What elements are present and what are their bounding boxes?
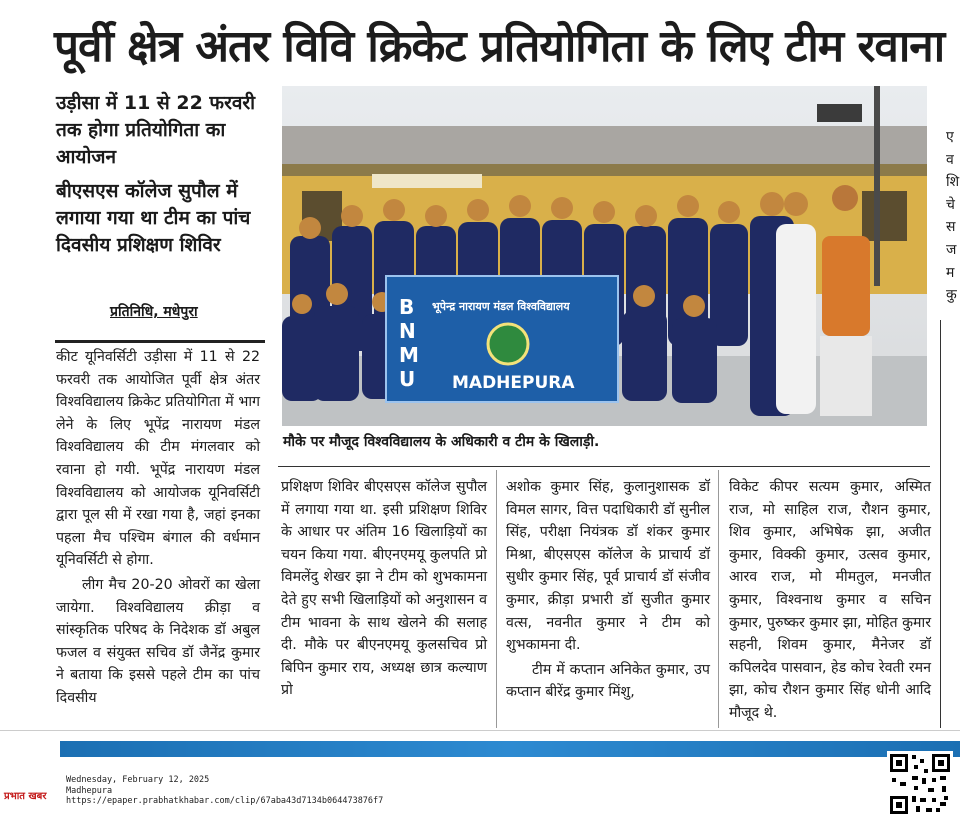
right-border: [940, 320, 941, 728]
cut-line: स: [946, 219, 956, 236]
section-rule: [278, 466, 930, 467]
team-photo: [282, 86, 927, 426]
banner-city: MADHEPURA: [452, 373, 575, 393]
headline: [0, 12, 960, 80]
banner-letter-b: B: [399, 295, 415, 319]
cut-line: शि: [946, 174, 960, 191]
article-column-3: [506, 476, 710, 704]
column-3-paragraph-2: टीम में कप्तान अनिकेत कुमार, उप कप्तान बीरेंद्र कुमार मिंशु,: [506, 661, 710, 701]
article-column-4: [729, 476, 931, 725]
clip-city: Madhepura: [66, 785, 113, 796]
cut-line: म: [946, 264, 955, 281]
photo-caption: मौके पर मौजूद विश्वविद्यालय के अधिकारी व टीम के खिलाड़ी.: [283, 434, 600, 450]
cut-line: ज: [946, 241, 957, 258]
prabhat-khabar-logo[interactable]: प्रभात खबर: [4, 791, 47, 802]
clip-url[interactable]: https://epaper.prabhatkhabar.com/clip/67aba43d7134b064473876f7: [66, 796, 384, 806]
cut-line: कु: [946, 287, 957, 304]
column-4-paragraph: विकेट कीपर सत्यम कुमार, अस्मित राज, मो साहिल राज, रौशन कुमार, शिव कुमार, अभिषेक झा, अजीत कुमार, विक्की कुमार, उत्सव कुमार, आरव राज, मो मीमतुल, मनजीत कुमार, विश्वनाथ कुमार व सचिन कुमार, पुरुष्कर कुमार झा, मोहित कुमार सहनी, शिवम कुमार, मैनेजर डॉ कपिलदेव पासवान, हेड कोच रेवती रमन झा, कोच रौशन कुमार सिंह धोनी आदि मौजूद थे.: [729, 479, 931, 721]
column-rule-2: [496, 470, 497, 728]
blue-strip: [60, 741, 960, 757]
bottom-rule: [0, 730, 960, 731]
banner-letter-n: N: [399, 319, 416, 343]
banner-letter-m: M: [399, 343, 419, 367]
column-divider-bar: [55, 340, 265, 343]
subhead-2: बीएसएस कॉलेज सुपौल में लगाया गया था टीम का पांच दिवसीय प्रशिक्षण शिविर: [56, 180, 251, 256]
university-seal-icon: [488, 324, 528, 364]
cut-line: व: [946, 151, 954, 168]
cut-line: ए: [946, 129, 954, 145]
cut-line: चे: [946, 196, 955, 213]
subhead-1: उड़ीसा में 11 से 22 फरवरी तक होगा प्रतियोगिता का आयोजन: [56, 92, 256, 168]
column-rule-3: [718, 470, 719, 728]
column-1-paragraph-2: लीग मैच 20-20 ओवरों का खेला जायेगा. विश्वविद्यालय क्रीड़ा व सांस्कृतिक परिषद के निदेशक डॉ अबुल फजल व संयुक्त सचिव डॉ जैनेंद्र कुमार ने बताया कि इससे पहले टीम का पांच दिवसीय: [56, 576, 260, 706]
column-3-paragraph-1: अशोक कुमार सिंह, कुलानुशासक डॉ विमल सागर, वित्त पदाधिकारी डॉ सुनील सिंह, परीक्षा नियंत्रक डॉ शंकर कुमार मिश्रा, बीएसएस कॉलेज के प्राचार्य डॉ सुधीर कुमार सिंह, पूर्व प्राचार्य डॉ संजीव कुमार, क्रीड़ा प्रभारी डॉ सुजीत कुमार वत्स, नवनीत कुमार ने टीम को शुभकामना दी.: [506, 479, 710, 654]
article-column-1: [56, 346, 260, 710]
clip-date: Wednesday, February 12, 2025: [66, 775, 210, 785]
adjacent-article-cut: [946, 126, 960, 307]
qr-code-icon[interactable]: [887, 751, 953, 817]
column-2-paragraph: प्रशिक्षण शिविर बीएसएस कॉलेज सुपौल में लगाया गया था. इसी प्रशिक्षण शिविर के आधार पर अंतिम 16 खिलाड़ियों का चयन किया गया. बीएनएमयू कुलपति प्रो विमलेंदु शेखर झा ने टीम को शुभकामना देते हुए सभी खिलाड़ियों को अनुशासन व टीम भावना के साथ खेलने की सलाह दी. मौके पर बीएनएमयू कुलसचिव प्रो बिपिन कुमार राय, अध्यक्ष छात्र कल्याण प्रो: [281, 479, 487, 699]
article-column-2: [281, 476, 487, 702]
banner-letter-u: U: [399, 367, 416, 391]
byline: प्रतिनिधि, मधेपुरा: [110, 304, 198, 320]
banner-title: भूपेन्द्र नारायण मंडल विश्वविद्यालय: [432, 300, 570, 313]
headline-text: पूर्वी क्षेत्र अंतर विवि क्रिकेट प्रतियोगिता के लिए टीम रवाना: [54, 21, 945, 72]
column-1-paragraph-1: कीट यूनिवर्सिटी उड़ीसा में 11 से 22 फरवरी तक आयोजित पूर्वी क्षेत्र अंतर विश्वविद्यालय क्रिकेट प्रतियोगिता में भाग लेने के लिए भूपेंद्र नारायण मंडल विश्वविद्यालय की टीम मंगलवार को रवाना हो गयी. भूपेंद्र नारायण मंडल विश्वविद्यालय को आयोजक यूनिवर्सिटी द्वारा पूल सी में रखा गया है, जहां इनका पहला मैच पश्चिम बंगाल की वर्धमान यूनिवर्सिटी से होगा.: [56, 349, 260, 569]
clip-meta: [66, 775, 383, 807]
